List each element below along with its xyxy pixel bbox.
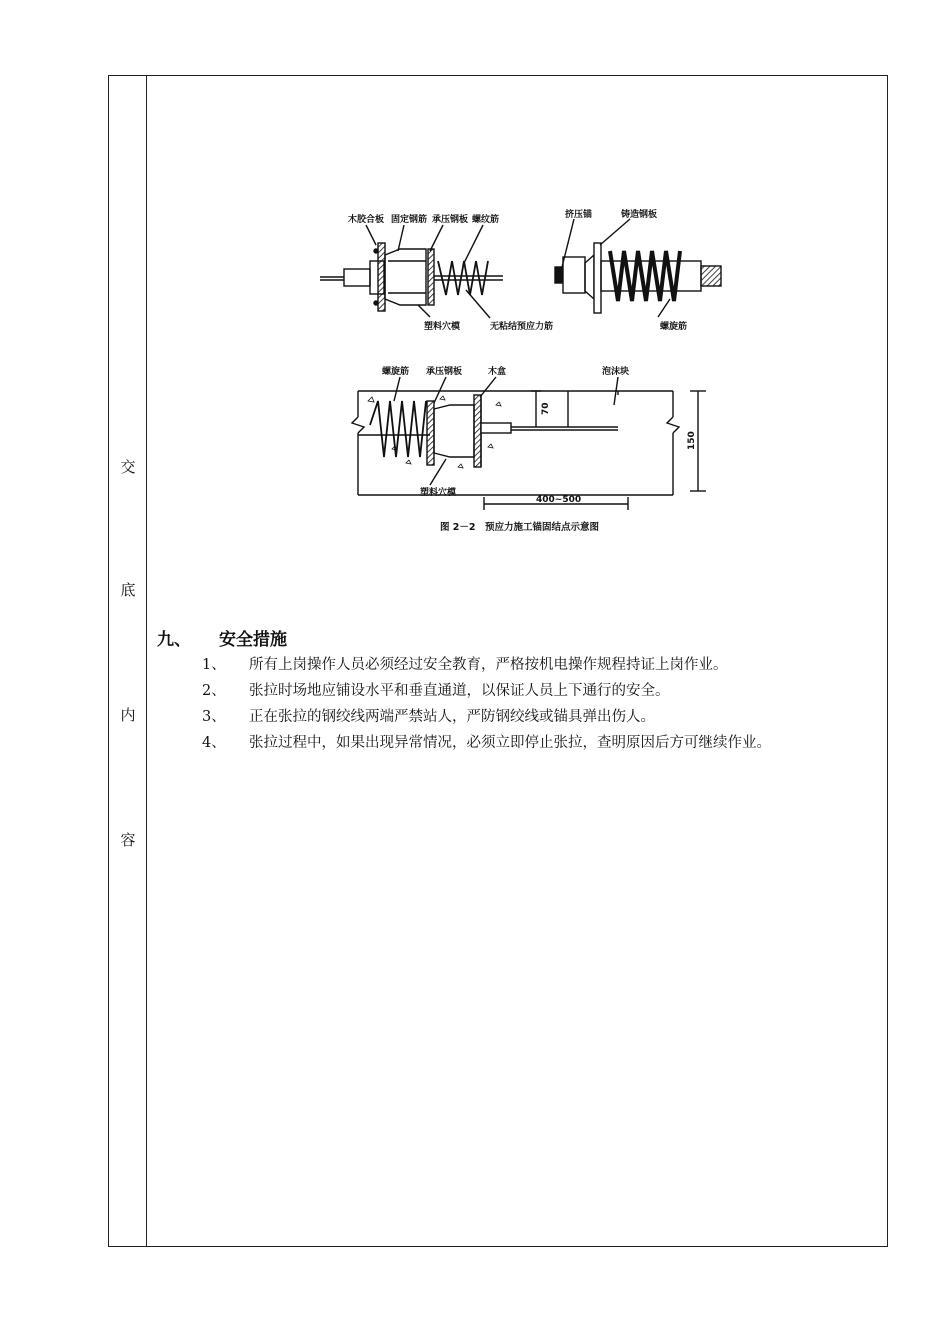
side-label-column (109, 76, 147, 1246)
section-heading (157, 625, 287, 650)
side-label-char: 交 (120, 458, 136, 476)
side-label-char: 底 (120, 581, 136, 599)
detail-bottom (352, 377, 706, 510)
label-bearing-plate: 承压钢板 (432, 215, 469, 225)
section-title: 安全措施 (219, 630, 287, 650)
side-label-char: 容 (120, 831, 136, 849)
label-unbonded-tendon: 无粘结预应力筋 (490, 322, 554, 332)
label-plywood: 木胶合板 (348, 215, 385, 225)
label-extrusion-anchor: 挤压锚 (565, 210, 593, 220)
label-dim-range: 400~500 (536, 495, 582, 505)
section-number: 九、 (157, 630, 191, 650)
list-item (202, 653, 728, 674)
item-text: 正在张拉的钢绞线两端严禁站人，严防钢绞线或锚具弹出伤人。 (249, 709, 655, 725)
item-text: 张拉过程中，如果出现异常情况，必须立即停止张拉，查明原因后方可继续作业。 (249, 735, 771, 751)
label-bearing-plate-bottom: 承压钢板 (426, 367, 463, 377)
anchorage-diagram (318, 205, 728, 540)
label-threaded-bar: 螺纹筋 (472, 215, 500, 225)
item-number: 3、 (202, 709, 226, 725)
list-item (202, 705, 655, 726)
figure-caption: 图 2－2 预应力施工锚固结点示意图 (440, 522, 600, 533)
item-number: 1、 (202, 657, 226, 673)
label-plastic-mold: 塑料穴模 (424, 322, 461, 332)
label-dim-70: 70 (541, 402, 551, 415)
label-fixed-rebar: 固定钢筋 (391, 215, 428, 225)
detail-top-right (555, 219, 721, 317)
list-item (202, 679, 670, 700)
item-text: 所有上岗操作人员必须经过安全教育，严格按机电操作规程持证上岗作业。 (249, 657, 728, 673)
label-spiral-bar-right: 螺旋筋 (660, 322, 688, 332)
detail-top-left (320, 225, 503, 318)
item-number: 2、 (202, 683, 226, 699)
label-plastic-mold-bottom: 塑料穴模 (420, 488, 457, 498)
label-foam-block: 泡沫块 (602, 367, 630, 377)
label-dim-150: 150 (687, 431, 697, 450)
side-label-char: 内 (120, 706, 136, 724)
label-cast-plate: 铸造钢板 (621, 210, 658, 220)
item-number: 4、 (202, 735, 226, 751)
label-wood-box: 木盒 (488, 367, 507, 377)
list-item (202, 731, 771, 752)
item-text: 张拉时场地应铺设水平和垂直通道，以保证人员上下通行的安全。 (249, 683, 670, 699)
label-spiral-bar-bottom: 螺旋筋 (382, 367, 410, 377)
